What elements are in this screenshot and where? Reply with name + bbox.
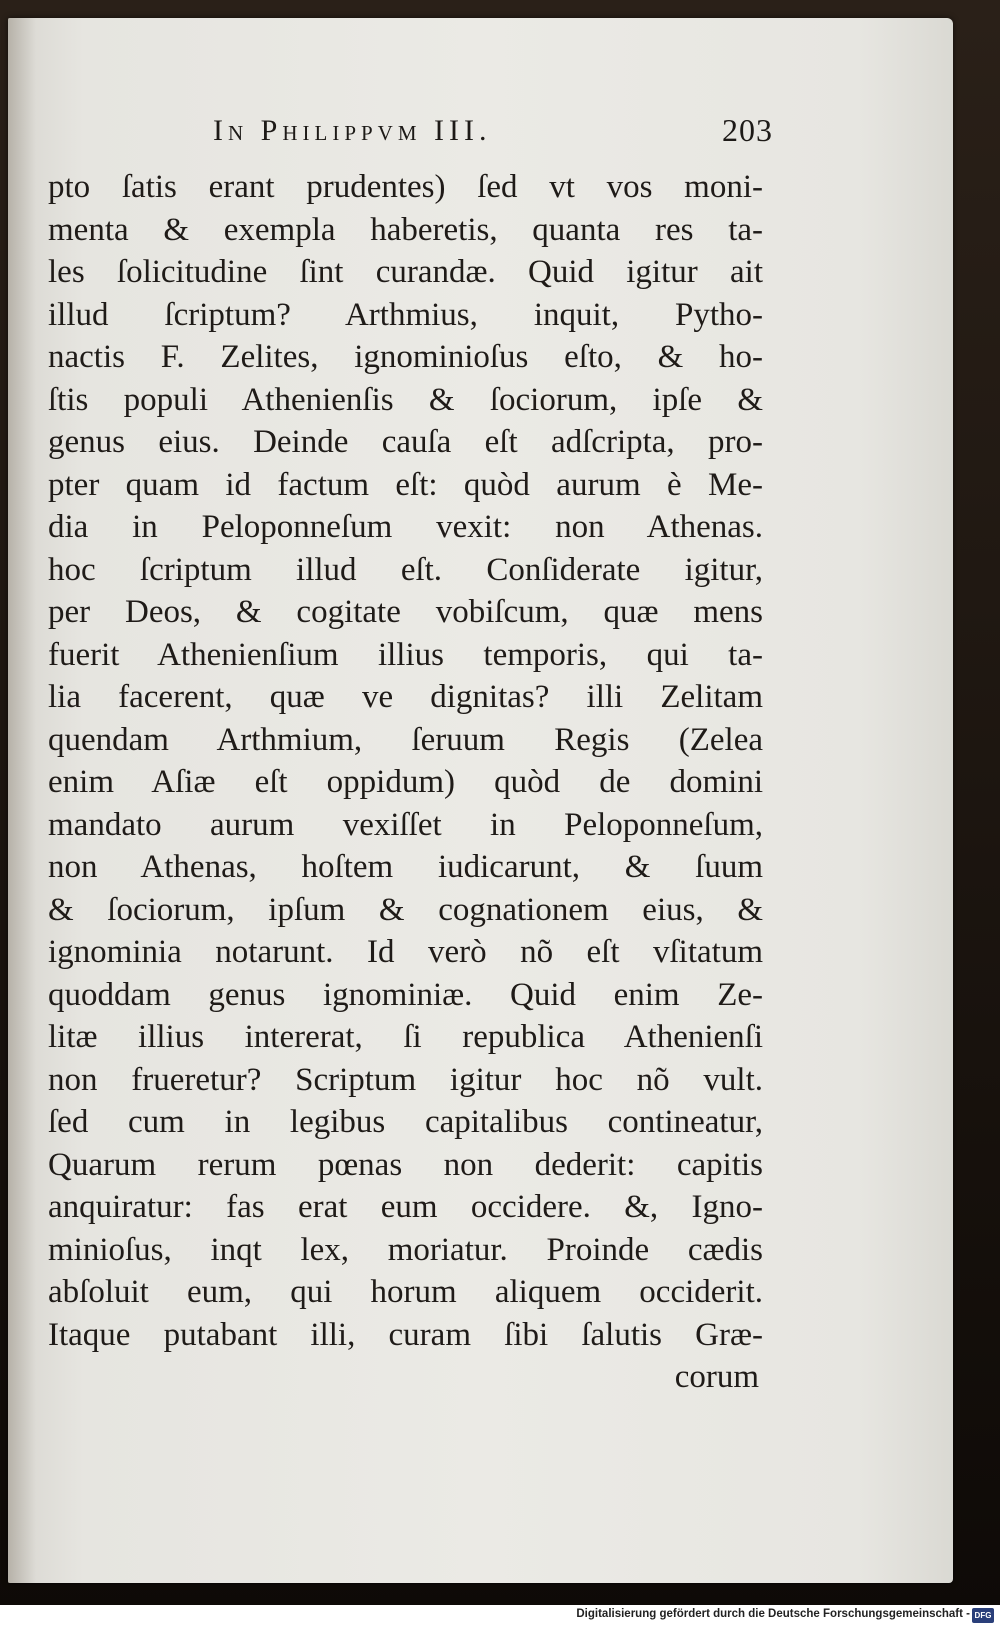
- catchword: corum: [674, 1359, 759, 1395]
- text-line: non frueretur? Scriptum igitur hoc nõ vult.: [48, 1061, 763, 1098]
- page-number: 203: [722, 112, 773, 148]
- text-line: litæ illius intererat, ſi republica Athenienſi: [48, 1019, 763, 1055]
- text-block: [48, 166, 763, 1399]
- running-title: In Philippvm III.: [213, 114, 492, 147]
- text-line: les ſolicitudine ſint curandæ. Quid igitur ait: [48, 254, 763, 290]
- text-line: illud ſcriptum? Arthmius, inquit, Pytho-: [48, 296, 763, 333]
- text-line: nactis F. Zelites, ignominioſus eſto, & ho-: [48, 339, 763, 375]
- funding-credit: Digitalisierung gefördert durch die Deutsche Forschungsgemeinschaft -: [576, 1608, 970, 1620]
- text-line: fuerit Athenienſium illius temporis, qui ta-: [48, 636, 763, 673]
- text-line: ignominia notarunt. Id verò nõ eſt vſitatum: [48, 934, 763, 970]
- dfg-logo-icon: DFG: [972, 1608, 994, 1623]
- text-line: ſtis populi Athenienſis & ſociorum, ipſe &: [48, 381, 763, 418]
- text-line: dia in Peloponneſum vexit: non Athenas.: [48, 509, 763, 545]
- text-line: abſoluit eum, qui horum aliquem occiderit.: [48, 1274, 763, 1310]
- text-line: Itaque putabant illi, curam ſibi ſalutis Græ-: [48, 1316, 763, 1353]
- digitization-footer: [0, 1605, 1000, 1627]
- text-line: quendam Arthmium, ſeruum Regis (Zelea: [48, 721, 763, 758]
- text-line: & ſociorum, ipſum & cognationem eius, &: [48, 891, 763, 928]
- book-page: [8, 18, 953, 1583]
- text-line: genus eius. Deinde cauſa eſt adſcripta, pro-: [48, 424, 763, 460]
- text-line: menta & exempla haberetis, quanta res ta-: [48, 211, 763, 248]
- text-line: Quarum rerum pœnas non dederit: capitis: [48, 1146, 763, 1183]
- text-line: per Deos, & cogitate vobiſcum, quæ mens: [48, 594, 763, 630]
- text-line: mandato aurum vexiſſet in Peloponneſum,: [48, 806, 763, 843]
- page-gutter-shadow: [8, 18, 36, 1583]
- text-line: non Athenas, hoſtem iudicarunt, & ſuum: [48, 849, 763, 885]
- text-line: pto ſatis erant prudentes) ſed vt vos moni-: [48, 169, 763, 205]
- text-line: hoc ſcriptum illud eſt. Conſiderate igitur,: [48, 551, 763, 588]
- text-line: enim Aſiæ eſt oppidum) quòd de domini: [48, 764, 763, 800]
- page-header: [213, 106, 773, 156]
- text-line: ſed cum in legibus capitalibus contineatur,: [48, 1104, 763, 1140]
- text-line: pter quam id factum eſt: quòd aurum è Me-: [48, 466, 763, 503]
- text-line: quoddam genus ignominiæ. Quid enim Ze-: [48, 976, 763, 1013]
- text-line: anquiratur: fas erat eum occidere. &, Igno-: [48, 1189, 763, 1225]
- text-line: lia facerent, quæ ve dignitas? illi Zelitam: [48, 679, 763, 715]
- text-line: minioſus, inqt lex, moriatur. Proinde cædis: [48, 1231, 763, 1268]
